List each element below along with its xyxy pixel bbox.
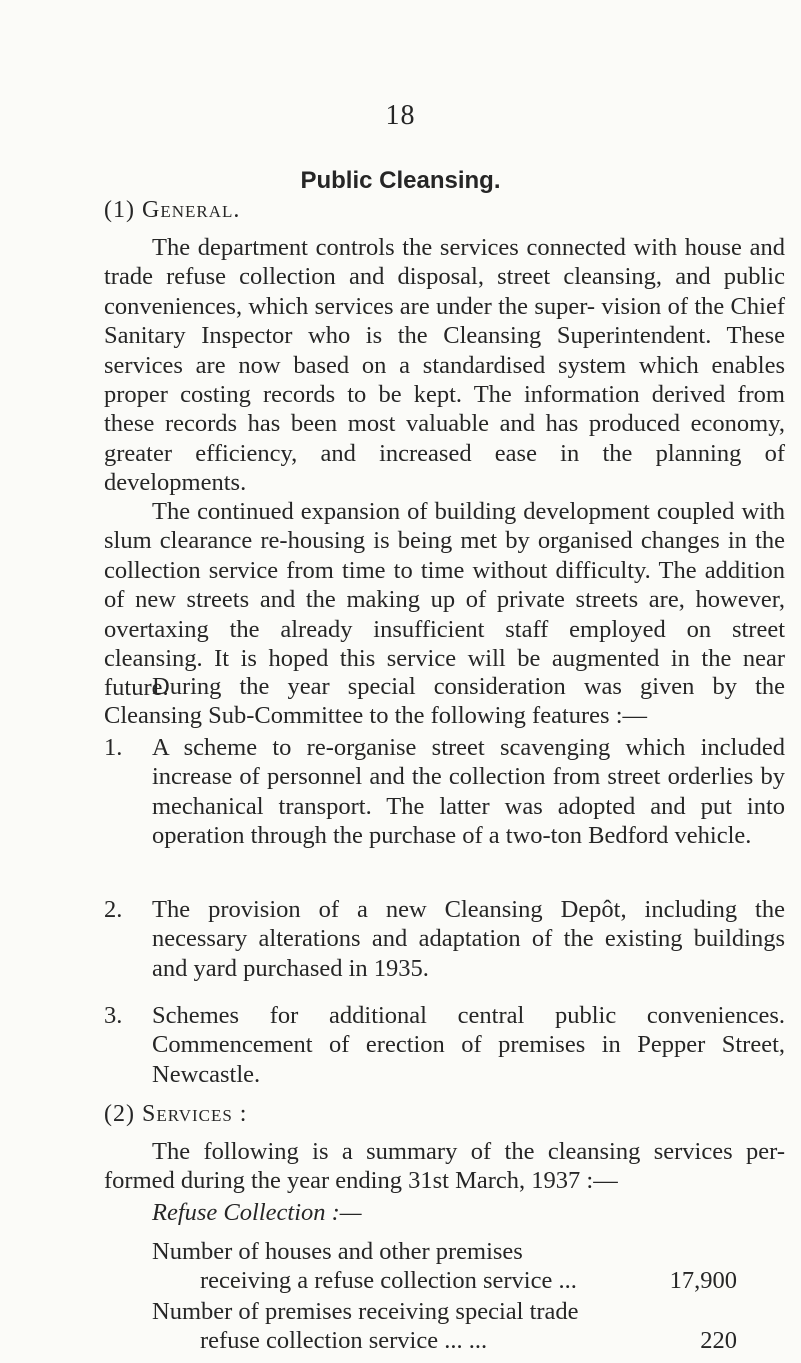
statistic-value: 17,900: [669, 1267, 737, 1294]
page-title: Public Cleansing.: [300, 167, 501, 194]
paragraph-general-1: The department controls the services connected with house and trade refuse collection and disposal, street cleansing, and public conveniences, which services are under the super- vision of the Chief Sanitary Inspector who is the Cleansing Superintendent. These services are now based on a standardised system which enables proper costing records to be kept. The information derived from these records has been most valuable and has produced economy, greater efficiency, and increased ease in the planning of developments.: [104, 234, 785, 497]
list-item-text: The provision of a new Cleansing Depôt, including the necessary alterations and adaptation of the existing buildings and yard purchased in 1935.: [152, 896, 785, 982]
statistic-value: 220: [700, 1327, 737, 1354]
subheading-refuse-collection: Refuse Collection :—: [152, 1199, 362, 1226]
section-heading-general: (1) General.: [104, 197, 241, 223]
statistic-label-line1: Number of premises receiving special trade: [152, 1298, 579, 1325]
list-item-number: 2.: [104, 896, 123, 923]
paragraph-services-1: The following is a summary of the cleansing services per- formed during the year ending 31st March, 1937 :—: [104, 1138, 785, 1195]
section-heading-services: (2) Services :: [104, 1101, 248, 1127]
list-item-text: Schemes for additional central public conveniences. Commencement of erection of premises in Pepper Street, Newcastle.: [152, 1002, 785, 1088]
page-number: 18: [385, 100, 416, 131]
list-item-text: A scheme to re-organise street scavenging which included increase of personnel and the collection from street orderlies by mechanical transport. The latter was adopted and put into operation through the purchase of a two-ton Bedford vehicle.: [152, 734, 785, 850]
statistic-label-line1: Number of houses and other premises: [152, 1238, 523, 1265]
paragraph-general-2: The continued expansion of building development coupled with slum clearance re-housing is being met by organised changes in the collection service from time to time without difficulty. The addition of new streets and the making up of private streets are, however, overtaxing the already insufficient staff employed on street cleansing. It is hoped this service will be augmented in the near future.: [104, 498, 785, 702]
paragraph-general-3: During the year special consideration was given by the Cleansing Sub-Committee to the following features :—: [104, 673, 785, 730]
statistic-label-line2: receiving a refuse collection service ...: [200, 1267, 577, 1294]
list-item-number: 1.: [104, 734, 123, 761]
list-item-number: 3.: [104, 1002, 123, 1029]
statistic-label-line2: refuse collection service ... ...: [200, 1327, 488, 1354]
